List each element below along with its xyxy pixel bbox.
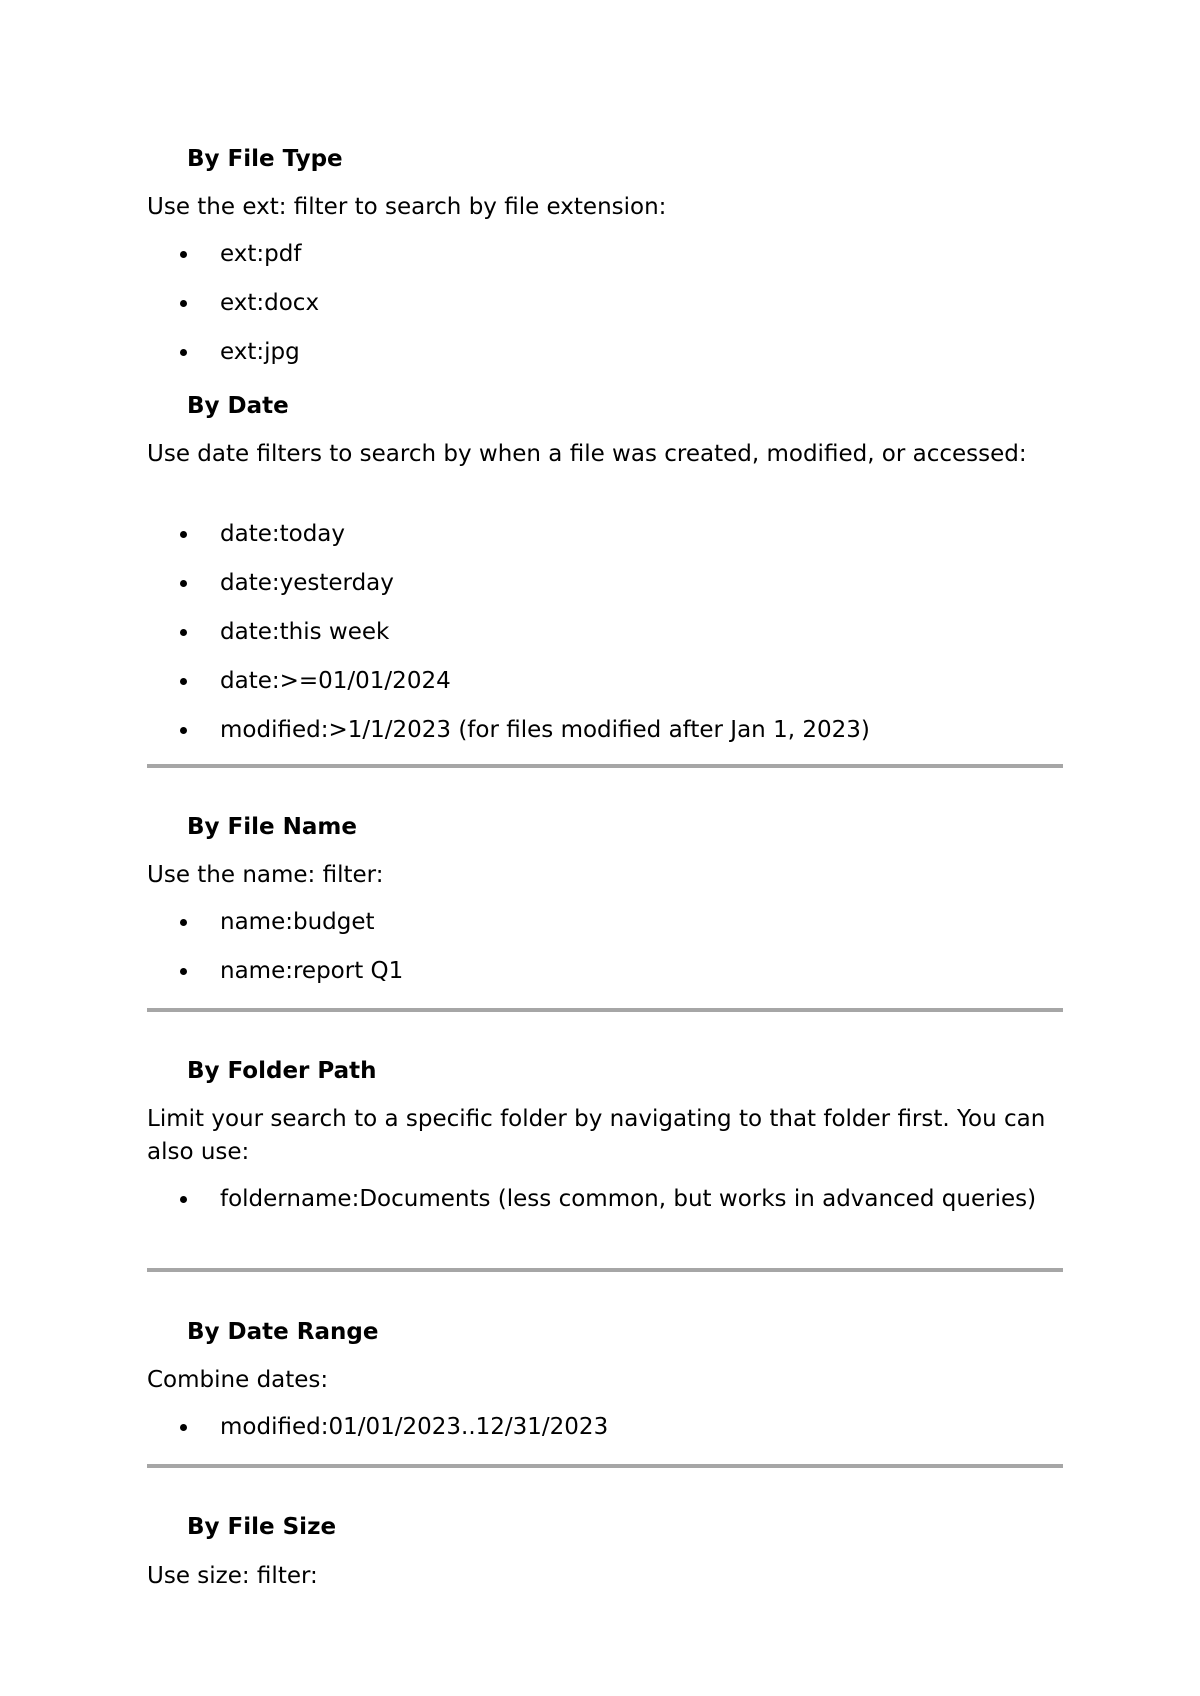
list-item: date:yesterday — [147, 567, 1063, 616]
bullet-icon — [180, 300, 187, 307]
section-divider — [147, 1008, 1063, 1012]
section-heading: By Folder Path — [187, 1058, 377, 1084]
section-heading: By File Size — [187, 1514, 337, 1540]
filter-list — [147, 518, 1063, 763]
section-intro: Use date filters to search by when a file was created, modified, or accessed: — [147, 441, 1027, 467]
bullet-icon — [180, 251, 187, 258]
section-heading: By Date Range — [187, 1319, 379, 1345]
bullet-icon — [180, 1424, 187, 1431]
bullet-icon — [180, 1196, 187, 1203]
list-item: name:budget — [147, 906, 1063, 955]
section-intro: Limit your search to a specific folder by navigating to that folder first. You can also use: — [147, 1106, 1046, 1165]
bullet-icon — [180, 580, 187, 587]
list-item: date:this week — [147, 616, 1063, 665]
section-intro: Use the ext: filter to search by file extension: — [147, 194, 667, 220]
list-item: modified:01/01/2023..12/31/2023 — [147, 1411, 1063, 1460]
list-item: date:>=01/01/2024 — [147, 665, 1063, 714]
section-divider — [147, 1268, 1063, 1272]
section-intro: Use the name: filter: — [147, 862, 384, 888]
section-divider — [147, 1464, 1063, 1468]
bullet-icon — [180, 531, 187, 538]
section-heading: By File Name — [187, 814, 357, 840]
bullet-icon — [180, 727, 187, 734]
section-intro: Combine dates: — [147, 1367, 329, 1393]
list-item: ext:docx — [147, 287, 1063, 336]
list-item: name:report Q1 — [147, 955, 1063, 1004]
filter-list — [147, 238, 1063, 385]
bullet-icon — [180, 678, 187, 685]
list-item: ext:jpg — [147, 336, 1063, 385]
bullet-icon — [180, 349, 187, 356]
section-divider — [147, 764, 1063, 768]
filter-list — [147, 1183, 1063, 1215]
filter-list — [147, 1411, 1063, 1460]
list-item: foldername:Documents (less common, but works in advanced queries) — [147, 1183, 1063, 1215]
filter-list — [147, 906, 1063, 1004]
list-item: ext:pdf — [147, 238, 1063, 287]
list-item: modified:>1/1/2023 (for files modified after Jan 1, 2023) — [147, 714, 1063, 763]
bullet-icon — [180, 968, 187, 975]
section-intro: Use size: filter: — [147, 1563, 318, 1589]
bullet-icon — [180, 919, 187, 926]
bullet-icon — [180, 629, 187, 636]
section-heading: By File Type — [187, 146, 343, 172]
list-item: date:today — [147, 518, 1063, 567]
section-heading: By Date — [187, 393, 289, 419]
